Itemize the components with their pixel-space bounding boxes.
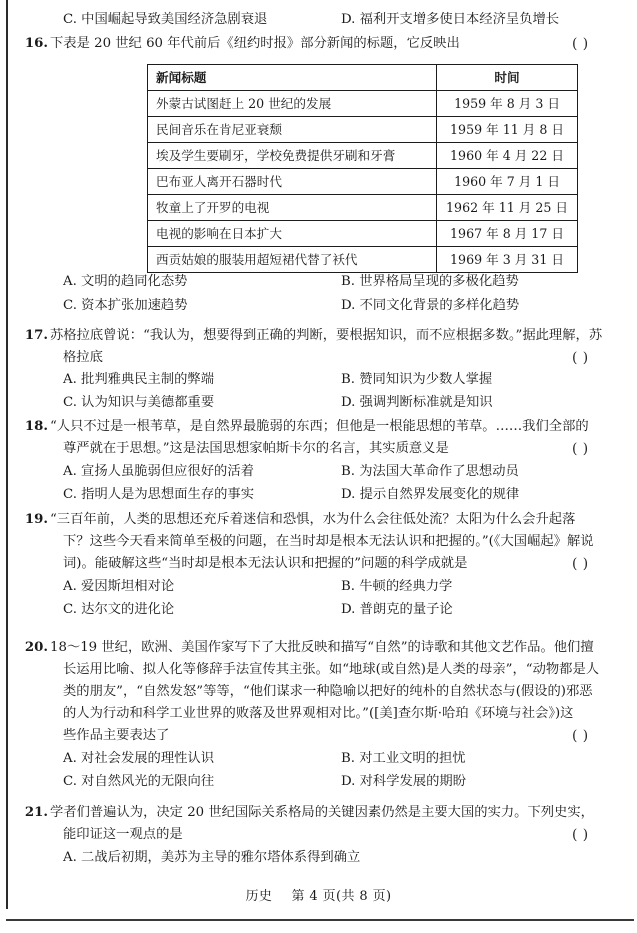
page-footer <box>0 888 637 906</box>
question-19-option-d[interactable]: D. 普朗克的量子论 <box>341 602 453 617</box>
question-17-option-a[interactable]: A. 批判雅典民主制的弊端 <box>63 372 215 387</box>
question-16-option-d[interactable]: D. 不同文化背景的多样化趋势 <box>341 298 520 313</box>
table-header-date: 时间 <box>437 65 578 91</box>
table-row <box>148 117 578 143</box>
question-20-option-row-ab <box>0 748 637 770</box>
footer-subject: 历史 <box>245 889 273 904</box>
table-row <box>148 91 578 117</box>
question-17-stem-line-2: 格拉底 <box>63 350 103 365</box>
question-20-option-a[interactable]: A. 对社会发展的理性认识 <box>63 751 215 766</box>
table-row <box>148 247 578 273</box>
table-cell-date: 1967 年 8 月 17 日 <box>437 221 578 247</box>
table-row <box>148 169 578 195</box>
question-18-answer-brackets[interactable]: ( ) <box>572 441 589 457</box>
table-row <box>148 221 578 247</box>
table-cell-title: 西贡姑娘的服装用超短裙代替了袄代 <box>148 247 437 273</box>
carryover-option-d: D. 福利开支增多使日本经济呈负增长 <box>341 12 560 27</box>
question-18-number: 18. <box>24 419 48 434</box>
question-17-option-row-cd <box>0 392 637 414</box>
question-20-stem-line-3: 类的朋友”，“自然发怒”等等，“他们谋求一种隐喻以把好的纯朴的自然状态与(假设的)邪恶 <box>63 684 593 699</box>
carryover-option-row <box>0 9 637 31</box>
question-19-answer-brackets[interactable]: ( ) <box>572 556 589 572</box>
question-20-option-d[interactable]: D. 对科学发展的期盼 <box>341 774 467 789</box>
table-cell-date: 1960 年 7 月 1 日 <box>437 169 578 195</box>
question-20-number: 20. <box>24 640 48 655</box>
question-20-option-b[interactable]: B. 对工业文明的担忧 <box>341 751 466 766</box>
question-20-option-c[interactable]: C. 对自然风光的无限向往 <box>63 774 215 789</box>
question-17-answer-brackets[interactable]: ( ) <box>572 350 589 366</box>
question-16-option-row-cd <box>0 295 637 317</box>
question-17-option-d[interactable]: D. 强调判断标准就是知识 <box>341 395 493 410</box>
question-18-option-row-cd <box>0 484 637 506</box>
question-19-stem-line-3: 词)。能破解这些“当时却是根本无法认识和把握的”问题的科学成就是 <box>63 556 468 571</box>
question-17-option-b[interactable]: B. 赞同知识为少数人掌握 <box>341 372 493 387</box>
footer-page-number: 第 4 页(共 8 页) <box>291 889 392 904</box>
question-17-number: 17. <box>24 328 48 343</box>
question-18-option-c[interactable]: C. 指明人是为思想面生存的事实 <box>63 487 255 502</box>
table-cell-date: 1962 年 11 月 25 日 <box>437 195 578 221</box>
table-cell-title: 电视的影响在日本扩大 <box>148 221 437 247</box>
table-cell-date: 1960 年 4 月 22 日 <box>437 143 578 169</box>
question-19-stem-line-1: “三百年前，人类的思想还充斥着迷信和恐惧，水为什么会往低处流？太阳为什么会升起落 <box>50 512 576 527</box>
table-cell-date: 1969 年 3 月 31 日 <box>437 247 578 273</box>
question-16-option-a[interactable]: A. 文明的趋同化态势 <box>63 274 188 289</box>
question-18-option-b[interactable]: B. 为法国大革命作了思想动员 <box>341 464 519 479</box>
question-20-answer-brackets[interactable]: ( ) <box>572 728 589 744</box>
carryover-option-c: C. 中国崛起导致美国经济急剧衰退 <box>63 12 268 27</box>
question-18-stem-line-2: 尊严就在于思想。”这是法国思想家帕斯卡尔的名言，其实质意义是 <box>63 441 449 456</box>
news-headlines-table <box>147 64 578 273</box>
question-19-number: 19. <box>24 512 48 527</box>
table-cell-title: 外蒙古试图赶上 20 世纪的发展 <box>148 91 437 117</box>
table-cell-title: 民间音乐在肯尼亚衰颓 <box>148 117 437 143</box>
table-row <box>148 143 578 169</box>
question-19-option-row-ab <box>0 576 637 598</box>
question-19-option-c[interactable]: C. 达尔文的进化论 <box>63 602 175 617</box>
question-20-option-row-cd <box>0 771 637 793</box>
question-20-stem-line-1: 18～19 世纪，欧洲、美国作家写下了大批反映和描写“自然”的诗歌和其他文艺作品。他们擅 <box>50 640 594 655</box>
question-17-option-row-ab <box>0 369 637 391</box>
question-21-stem-line-1: 学者们普遍认为，决定 20 世纪国际关系格局的关键因素仍然是主要大国的实力。下列史实， <box>50 805 594 820</box>
question-21-option-a[interactable]: A. 二战后初期，美苏为主导的雅尔塔体系得到确立 <box>63 850 361 865</box>
table-row <box>148 195 578 221</box>
table-cell-title: 牧童上了开罗的电视 <box>148 195 437 221</box>
table-cell-date: 1959 年 11 月 8 日 <box>437 117 578 143</box>
question-19-stem-line-2: 下？这些今天看来简单至极的问题，在当时却是根本无法认识和把握的。”(《大国崛起》解说 <box>63 534 594 549</box>
question-19-option-row-cd <box>0 599 637 621</box>
question-21-number: 21. <box>24 805 48 820</box>
question-16-option-b[interactable]: B. 世界格局呈现的多极化趋势 <box>341 274 519 289</box>
question-16-option-c[interactable]: C. 资本扩张加速趋势 <box>63 298 188 313</box>
question-20-stem-line-2: 长运用比喻、拟人化等修辞手法宣传其主张。如“地球(或自然)是人类的母亲”，“动物都是人 <box>63 662 600 677</box>
question-16-option-row-ab <box>0 271 637 293</box>
table-cell-title: 埃及学生要刷牙，学校免费提供牙刷和牙膏 <box>148 143 437 169</box>
question-19-option-b[interactable]: B. 牛顿的经典力学 <box>341 579 453 594</box>
question-18-option-d[interactable]: D. 提示自然界发展变化的规律 <box>341 487 520 502</box>
question-17-stem-line-1: 苏格拉底曾说：“我认为，想要得到正确的判断，要根据知识，而不应根据多数。”据此理解，苏 <box>50 328 603 343</box>
question-16-stem: 下表是 20 世纪 60 年代前后《纽约时报》部分新闻的标题，它反映出 <box>50 36 460 51</box>
table-header-title: 新闻标题 <box>148 65 437 91</box>
question-17-option-c[interactable]: C. 认为知识与美德都重要 <box>63 395 215 410</box>
question-21-answer-brackets[interactable]: ( ) <box>572 827 589 843</box>
table-cell-date: 1959 年 8 月 3 日 <box>437 91 578 117</box>
question-16-answer-brackets[interactable]: ( ) <box>572 36 589 52</box>
question-20-stem-line-4: 的人为行动和科学工业世界的败落及世界观相对比。”([美]查尔斯·哈珀《环境与社会》)这 <box>63 706 574 721</box>
question-18-option-row-ab <box>0 461 637 483</box>
table-cell-title: 巴布亚人离开石器时代 <box>148 169 437 195</box>
page-edge-line-bottom <box>6 919 634 921</box>
question-18-option-a[interactable]: A. 宣扬人虽脆弱但应很好的活着 <box>63 464 254 479</box>
question-19-option-a[interactable]: A. 爱因斯坦相对论 <box>63 579 175 594</box>
question-21-stem-line-2: 能印证这一观点的是 <box>63 827 183 842</box>
table-header-row <box>148 65 578 91</box>
question-20-stem-line-5: 些作品主要表达了 <box>63 728 170 743</box>
question-18-stem-line-1: “人只不过是一根苇草，是自然界最脆弱的东西；但他是一根能思想的苇草。……我们全部的 <box>50 419 589 434</box>
question-16-number: 16. <box>24 36 48 51</box>
